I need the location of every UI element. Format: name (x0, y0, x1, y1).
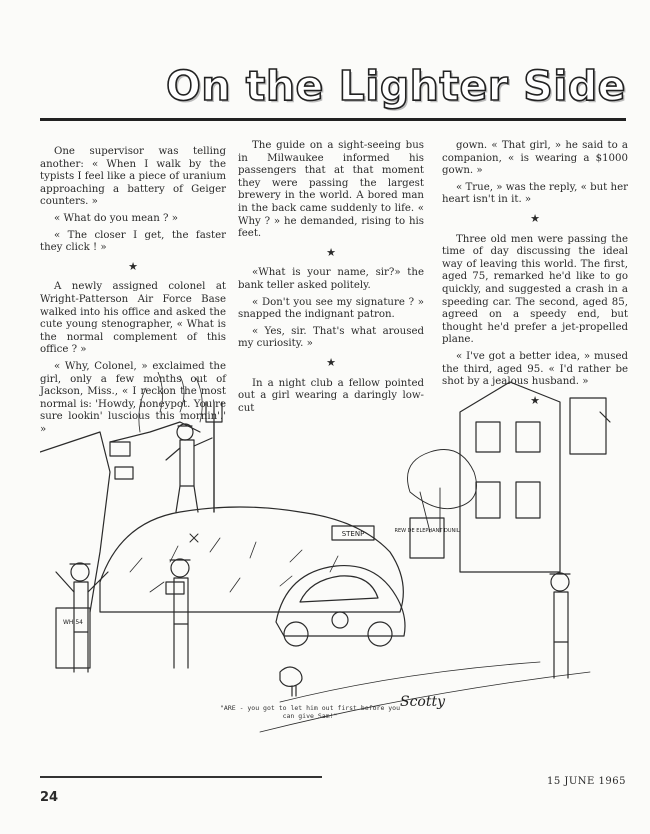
paragraph: One supervisor was telling another: « When I walk by the typists I feel like a piece of uranium approaching a battery of Geiger counters. » (40, 146, 226, 208)
stop-sign-text: STENP (341, 530, 365, 538)
cartoon-caption: "ARE - you got to let him out first before you can give Sam!" (220, 704, 401, 720)
paragraph: « The closer I get, the faster they click ! » (40, 229, 226, 254)
person-right (550, 573, 570, 678)
footer-rule (40, 776, 322, 778)
paragraph: A newly assigned colonel at Wright-Patterson Air Force Base walked into his office and asked the cute young stenographer, « What is the normal complement of this office ? » (40, 281, 226, 356)
notice-sign (395, 518, 460, 558)
separator-star: ★ (326, 355, 336, 369)
separator-star: ★ (128, 259, 138, 273)
paragraph: « True, » was the reply, « but her heart isn't in it. » (442, 181, 628, 206)
paragraph: The guide on a sight-seeing bus in Milwaukee informed his passengers that at that moment they were passing the largest brewery in the world. A bored man in the back came suddenly to life. « Why ? » he demanded, rising to his feet. (238, 140, 424, 240)
separator-star: ★ (530, 211, 540, 225)
box (56, 608, 90, 668)
paragraph: gown. « That girl, » he said to a companion, « is wearing a $1000 gown. » (442, 140, 628, 177)
left-wall (40, 372, 202, 612)
person-left (56, 563, 108, 672)
cartoon-illustration (40, 372, 632, 752)
issue-date: 15 JUNE 1965 (546, 776, 626, 787)
paragraph: «What is your name, sir?» the bank teller asked politely. (238, 267, 424, 291)
paragraph: In a night club a fellow pointed out a girl wearing a daringly low-cut (238, 377, 424, 414)
farmer-figure (166, 402, 222, 512)
paragraph: Three old men were passing the time of day discussing the ideal way of leaving this world. The first, aged 75, remarked he'd like to go quickly, and suggested a crash in a speeding car. The second, aged 85, agreed on a speedy end, but thought he'd prefer a jet-propelled plane. (442, 233, 628, 346)
title-rule (40, 118, 626, 121)
paragraph: « I've got a better idea, » mused the third, aged 95. « I'd rather be shot by a jealous husband. » (442, 350, 628, 388)
person-photographer (166, 559, 190, 668)
page-title: On the Lighter Side (165, 62, 626, 110)
bush (408, 450, 477, 533)
notice-sign-text: REW DE ELEPHANT DUNIL (394, 528, 460, 534)
car (276, 566, 405, 646)
separator-star: ★ (326, 245, 336, 259)
page-number: 24 (40, 790, 59, 805)
stop-sign (332, 526, 374, 540)
right-buildings (460, 382, 610, 572)
haystack (100, 507, 403, 612)
chicken (280, 667, 302, 696)
separator-star: ★ (530, 393, 540, 407)
paragraph: « Don't you see my signature ? » snapped the indignant patron. (238, 296, 424, 321)
paragraph: « Yes, sir. That's what aroused my curiosity. » (238, 325, 424, 350)
artist-signature: Scotty (400, 694, 446, 710)
plate-text: WH 54 (63, 619, 83, 626)
paragraph: « What do you mean ? » (54, 212, 178, 224)
paragraph: « Why, Colonel, » exclaimed the girl, only a few months out of Jackson, Miss., « I reckon the most normal is: 'Howdy, honeypot. You're sure lookin' luscious this mornin'.' » (40, 360, 226, 435)
